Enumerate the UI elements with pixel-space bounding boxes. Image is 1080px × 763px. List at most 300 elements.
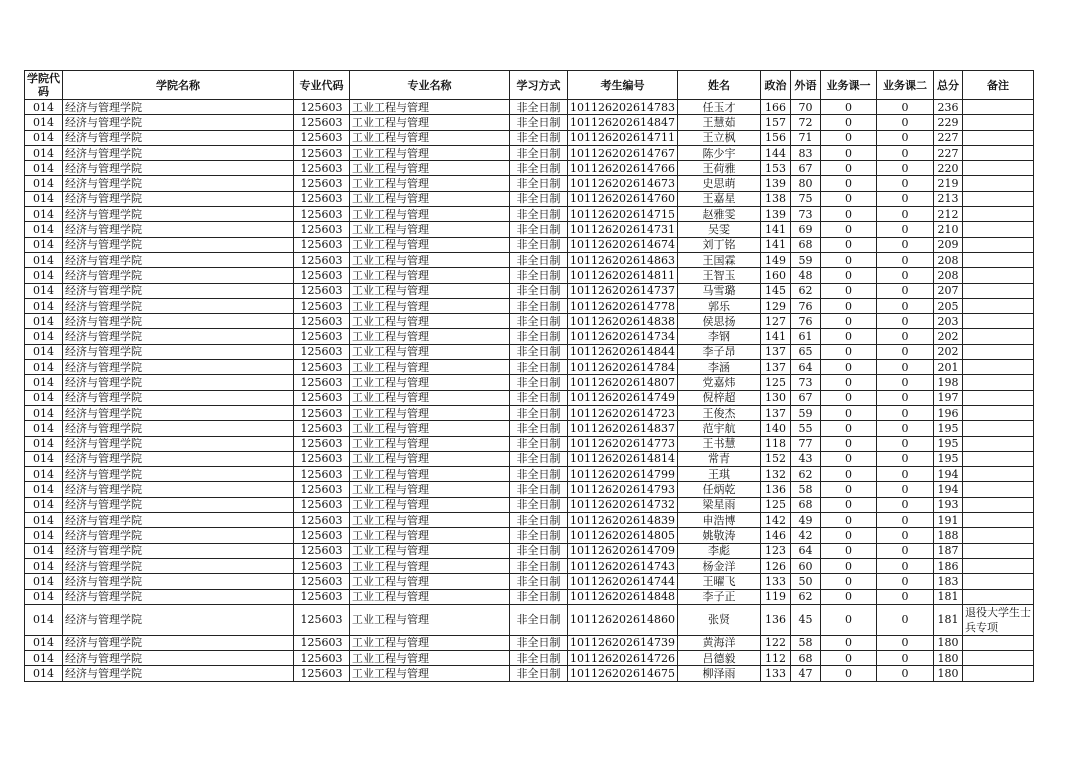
cell-foreign-language: 58: [790, 635, 820, 650]
cell-remarks: [962, 314, 1033, 329]
cell-college-name: 经济与管理学院: [63, 635, 294, 650]
cell-politics: 152: [760, 451, 790, 466]
cell-subject-two: 0: [876, 176, 933, 191]
cell-name: 申浩博: [677, 513, 760, 528]
cell-study-mode: 非全日制: [510, 635, 568, 650]
cell-total: 229: [933, 115, 962, 130]
table-row: [25, 268, 1034, 283]
cell-major-name: 工业工程与管理: [350, 314, 510, 329]
cell-total: 227: [933, 130, 962, 145]
cell-college-code: 014: [25, 298, 63, 313]
cell-subject-one: 0: [820, 666, 876, 681]
cell-major-name: 工业工程与管理: [350, 115, 510, 130]
cell-total: 183: [933, 574, 962, 589]
cell-major-code: 125603: [294, 604, 350, 635]
cell-name: 陈少宇: [677, 145, 760, 160]
cell-name: 王嘉星: [677, 191, 760, 206]
cell-politics: 166: [760, 100, 790, 115]
cell-remarks: [962, 574, 1033, 589]
cell-subject-one: 0: [820, 589, 876, 604]
cell-subject-one: 0: [820, 467, 876, 482]
cell-total: 219: [933, 176, 962, 191]
cell-college-name: 经济与管理学院: [63, 558, 294, 573]
cell-college-name: 经济与管理学院: [63, 375, 294, 390]
cell-politics: 133: [760, 574, 790, 589]
cell-remarks: [962, 375, 1033, 390]
cell-college-name: 经济与管理学院: [63, 283, 294, 298]
cell-subject-one: 0: [820, 130, 876, 145]
cell-name: 梁星雨: [677, 497, 760, 512]
cell-name: 李子昂: [677, 344, 760, 359]
cell-politics: 156: [760, 130, 790, 145]
cell-major-code: 125603: [294, 467, 350, 482]
cell-candidate-id: 101126202614811: [568, 268, 678, 283]
cell-college-code: 014: [25, 635, 63, 650]
cell-college-code: 014: [25, 651, 63, 666]
cell-subject-one: 0: [820, 513, 876, 528]
table-row: [25, 513, 1034, 528]
cell-college-code: 014: [25, 604, 63, 635]
cell-politics: 125: [760, 375, 790, 390]
cell-subject-two: 0: [876, 390, 933, 405]
table-row: [25, 651, 1034, 666]
header-college-name: 学院名称: [63, 71, 294, 100]
cell-name: 倪梓超: [677, 390, 760, 405]
cell-foreign-language: 49: [790, 513, 820, 528]
cell-major-name: 工业工程与管理: [350, 436, 510, 451]
table-row: [25, 161, 1034, 176]
cell-candidate-id: 101126202614860: [568, 604, 678, 635]
cell-politics: 149: [760, 252, 790, 267]
cell-politics: 139: [760, 176, 790, 191]
cell-remarks: [962, 421, 1033, 436]
cell-foreign-language: 80: [790, 176, 820, 191]
cell-politics: 123: [760, 543, 790, 558]
cell-college-name: 经济与管理学院: [63, 115, 294, 130]
cell-candidate-id: 101126202614749: [568, 390, 678, 405]
cell-study-mode: 非全日制: [510, 574, 568, 589]
cell-college-name: 经济与管理学院: [63, 191, 294, 206]
cell-name: 王俊杰: [677, 405, 760, 420]
cell-study-mode: 非全日制: [510, 390, 568, 405]
cell-total: 193: [933, 497, 962, 512]
cell-college-name: 经济与管理学院: [63, 314, 294, 329]
cell-college-name: 经济与管理学院: [63, 252, 294, 267]
cell-politics: 122: [760, 635, 790, 650]
cell-study-mode: 非全日制: [510, 651, 568, 666]
cell-major-code: 125603: [294, 421, 350, 436]
cell-total: 191: [933, 513, 962, 528]
cell-study-mode: 非全日制: [510, 467, 568, 482]
cell-college-code: 014: [25, 100, 63, 115]
cell-remarks: [962, 467, 1033, 482]
cell-college-code: 014: [25, 360, 63, 375]
cell-politics: 137: [760, 360, 790, 375]
cell-name: 吴雯: [677, 222, 760, 237]
cell-foreign-language: 83: [790, 145, 820, 160]
cell-major-code: 125603: [294, 252, 350, 267]
cell-foreign-language: 71: [790, 130, 820, 145]
cell-candidate-id: 101126202614783: [568, 100, 678, 115]
cell-name: 王国霖: [677, 252, 760, 267]
cell-total: 198: [933, 375, 962, 390]
cell-name: 马雪璐: [677, 283, 760, 298]
cell-politics: 145: [760, 283, 790, 298]
cell-major-code: 125603: [294, 130, 350, 145]
cell-college-code: 014: [25, 130, 63, 145]
cell-major-name: 工业工程与管理: [350, 543, 510, 558]
cell-major-code: 125603: [294, 451, 350, 466]
cell-candidate-id: 101126202614673: [568, 176, 678, 191]
cell-college-code: 014: [25, 115, 63, 130]
cell-study-mode: 非全日制: [510, 115, 568, 130]
cell-college-name: 经济与管理学院: [63, 237, 294, 252]
cell-study-mode: 非全日制: [510, 145, 568, 160]
cell-college-code: 014: [25, 390, 63, 405]
cell-name: 李钢: [677, 329, 760, 344]
cell-candidate-id: 101126202614715: [568, 207, 678, 222]
cell-study-mode: 非全日制: [510, 329, 568, 344]
table-row: [25, 467, 1034, 482]
cell-subject-one: 0: [820, 651, 876, 666]
header-subject-two: 业务课二: [876, 71, 933, 100]
cell-major-name: 工业工程与管理: [350, 191, 510, 206]
cell-study-mode: 非全日制: [510, 237, 568, 252]
cell-subject-two: 0: [876, 635, 933, 650]
cell-remarks: [962, 268, 1033, 283]
cell-major-code: 125603: [294, 344, 350, 359]
cell-subject-two: 0: [876, 574, 933, 589]
cell-subject-two: 0: [876, 497, 933, 512]
cell-name: 常青: [677, 451, 760, 466]
table-row: [25, 237, 1034, 252]
cell-foreign-language: 67: [790, 390, 820, 405]
cell-foreign-language: 73: [790, 207, 820, 222]
cell-foreign-language: 62: [790, 283, 820, 298]
cell-college-name: 经济与管理学院: [63, 329, 294, 344]
cell-candidate-id: 101126202614837: [568, 421, 678, 436]
cell-major-name: 工业工程与管理: [350, 130, 510, 145]
cell-major-name: 工业工程与管理: [350, 100, 510, 115]
cell-college-name: 经济与管理学院: [63, 497, 294, 512]
cell-major-code: 125603: [294, 390, 350, 405]
cell-remarks: [962, 405, 1033, 420]
cell-remarks: [962, 589, 1033, 604]
cell-major-code: 125603: [294, 405, 350, 420]
cell-college-name: 经济与管理学院: [63, 145, 294, 160]
cell-candidate-id: 101126202614799: [568, 467, 678, 482]
cell-candidate-id: 101126202614675: [568, 666, 678, 681]
cell-candidate-id: 101126202614739: [568, 635, 678, 650]
cell-study-mode: 非全日制: [510, 375, 568, 390]
cell-name: 赵雅雯: [677, 207, 760, 222]
cell-study-mode: 非全日制: [510, 666, 568, 681]
cell-major-code: 125603: [294, 360, 350, 375]
cell-candidate-id: 101126202614773: [568, 436, 678, 451]
header-candidate-id: 考生编号: [568, 71, 678, 100]
cell-foreign-language: 68: [790, 497, 820, 512]
cell-name: 王智玉: [677, 268, 760, 283]
cell-subject-one: 0: [820, 329, 876, 344]
cell-remarks: [962, 237, 1033, 252]
cell-foreign-language: 65: [790, 344, 820, 359]
cell-total: 197: [933, 390, 962, 405]
cell-foreign-language: 69: [790, 222, 820, 237]
cell-total: 212: [933, 207, 962, 222]
cell-major-code: 125603: [294, 268, 350, 283]
cell-remarks: [962, 115, 1033, 130]
cell-candidate-id: 101126202614767: [568, 145, 678, 160]
cell-college-code: 014: [25, 467, 63, 482]
table-row: [25, 589, 1034, 604]
cell-politics: 137: [760, 405, 790, 420]
cell-college-code: 014: [25, 145, 63, 160]
cell-study-mode: 非全日制: [510, 130, 568, 145]
cell-politics: 139: [760, 207, 790, 222]
cell-college-name: 经济与管理学院: [63, 589, 294, 604]
cell-foreign-language: 48: [790, 268, 820, 283]
cell-major-code: 125603: [294, 115, 350, 130]
cell-major-code: 125603: [294, 513, 350, 528]
cell-total: 194: [933, 482, 962, 497]
cell-foreign-language: 70: [790, 100, 820, 115]
cell-total: 188: [933, 528, 962, 543]
cell-college-code: 014: [25, 589, 63, 604]
cell-subject-one: 0: [820, 421, 876, 436]
cell-college-name: 经济与管理学院: [63, 451, 294, 466]
cell-subject-one: 0: [820, 375, 876, 390]
cell-remarks: [962, 390, 1033, 405]
table-row: [25, 360, 1034, 375]
cell-subject-two: 0: [876, 252, 933, 267]
cell-college-code: 014: [25, 421, 63, 436]
cell-politics: 141: [760, 329, 790, 344]
cell-subject-one: 0: [820, 482, 876, 497]
cell-politics: 138: [760, 191, 790, 206]
cell-college-name: 经济与管理学院: [63, 528, 294, 543]
cell-remarks: [962, 252, 1033, 267]
cell-study-mode: 非全日制: [510, 558, 568, 573]
cell-name: 王琪: [677, 467, 760, 482]
cell-politics: 125: [760, 497, 790, 512]
cell-college-name: 经济与管理学院: [63, 405, 294, 420]
cell-foreign-language: 45: [790, 604, 820, 635]
cell-politics: 119: [760, 589, 790, 604]
header-name: 姓名: [677, 71, 760, 100]
cell-remarks: [962, 543, 1033, 558]
cell-remarks: [962, 191, 1033, 206]
cell-subject-one: 0: [820, 344, 876, 359]
cell-remarks: [962, 497, 1033, 512]
cell-subject-two: 0: [876, 130, 933, 145]
cell-remarks: [962, 651, 1033, 666]
table-row: [25, 666, 1034, 681]
cell-foreign-language: 42: [790, 528, 820, 543]
table-row: [25, 314, 1034, 329]
cell-study-mode: 非全日制: [510, 360, 568, 375]
table-row: [25, 252, 1034, 267]
cell-subject-one: 0: [820, 268, 876, 283]
cell-college-code: 014: [25, 528, 63, 543]
cell-major-code: 125603: [294, 314, 350, 329]
cell-name: 李涵: [677, 360, 760, 375]
cell-subject-two: 0: [876, 344, 933, 359]
cell-remarks: [962, 283, 1033, 298]
cell-major-code: 125603: [294, 145, 350, 160]
cell-major-name: 工业工程与管理: [350, 252, 510, 267]
cell-candidate-id: 101126202614709: [568, 543, 678, 558]
table-row: [25, 207, 1034, 222]
cell-major-name: 工业工程与管理: [350, 161, 510, 176]
cell-study-mode: 非全日制: [510, 589, 568, 604]
cell-remarks: [962, 130, 1033, 145]
cell-study-mode: 非全日制: [510, 528, 568, 543]
cell-study-mode: 非全日制: [510, 421, 568, 436]
cell-college-name: 经济与管理学院: [63, 421, 294, 436]
cell-foreign-language: 76: [790, 298, 820, 313]
cell-study-mode: 非全日制: [510, 604, 568, 635]
cell-total: 202: [933, 329, 962, 344]
cell-remarks: [962, 558, 1033, 573]
cell-candidate-id: 101126202614807: [568, 375, 678, 390]
cell-subject-two: 0: [876, 314, 933, 329]
header-college-code: 学院代码: [25, 71, 63, 100]
cell-subject-two: 0: [876, 558, 933, 573]
cell-politics: 132: [760, 467, 790, 482]
cell-name: 王曜飞: [677, 574, 760, 589]
cell-college-name: 经济与管理学院: [63, 100, 294, 115]
cell-candidate-id: 101126202614723: [568, 405, 678, 420]
cell-major-name: 工业工程与管理: [350, 604, 510, 635]
cell-study-mode: 非全日制: [510, 344, 568, 359]
cell-major-name: 工业工程与管理: [350, 482, 510, 497]
cell-major-name: 工业工程与管理: [350, 467, 510, 482]
cell-foreign-language: 76: [790, 314, 820, 329]
header-major-name: 专业名称: [350, 71, 510, 100]
cell-major-name: 工业工程与管理: [350, 421, 510, 436]
cell-major-name: 工业工程与管理: [350, 268, 510, 283]
cell-college-code: 014: [25, 207, 63, 222]
cell-subject-one: 0: [820, 436, 876, 451]
cell-major-code: 125603: [294, 222, 350, 237]
cell-subject-two: 0: [876, 436, 933, 451]
cell-politics: 130: [760, 390, 790, 405]
cell-college-name: 经济与管理学院: [63, 222, 294, 237]
cell-subject-two: 0: [876, 298, 933, 313]
table-row: [25, 497, 1034, 512]
cell-subject-one: 0: [820, 497, 876, 512]
cell-major-name: 工业工程与管理: [350, 283, 510, 298]
cell-subject-one: 0: [820, 314, 876, 329]
table-row: [25, 635, 1034, 650]
cell-candidate-id: 101126202614805: [568, 528, 678, 543]
cell-subject-one: 0: [820, 207, 876, 222]
cell-candidate-id: 101126202614778: [568, 298, 678, 313]
table-row: [25, 298, 1034, 313]
cell-remarks: [962, 329, 1033, 344]
cell-remarks: 退役大学生士兵专项: [962, 604, 1033, 635]
cell-name: 王书慧: [677, 436, 760, 451]
cell-subject-two: 0: [876, 451, 933, 466]
cell-politics: 112: [760, 651, 790, 666]
table-row: [25, 543, 1034, 558]
cell-major-name: 工业工程与管理: [350, 298, 510, 313]
cell-major-code: 125603: [294, 543, 350, 558]
cell-major-code: 125603: [294, 497, 350, 512]
cell-name: 任玉才: [677, 100, 760, 115]
cell-total: 203: [933, 314, 962, 329]
cell-name: 任炳乾: [677, 482, 760, 497]
cell-college-code: 014: [25, 543, 63, 558]
cell-remarks: [962, 436, 1033, 451]
cell-major-name: 工业工程与管理: [350, 528, 510, 543]
cell-remarks: [962, 513, 1033, 528]
table-row: [25, 222, 1034, 237]
cell-major-name: 工业工程与管理: [350, 589, 510, 604]
cell-college-code: 014: [25, 666, 63, 681]
cell-total: 196: [933, 405, 962, 420]
table-row: [25, 130, 1034, 145]
cell-subject-two: 0: [876, 604, 933, 635]
cell-college-name: 经济与管理学院: [63, 543, 294, 558]
cell-total: 202: [933, 344, 962, 359]
cell-college-code: 014: [25, 436, 63, 451]
cell-subject-one: 0: [820, 100, 876, 115]
cell-subject-two: 0: [876, 207, 933, 222]
cell-college-code: 014: [25, 329, 63, 344]
cell-major-code: 125603: [294, 283, 350, 298]
cell-college-name: 经济与管理学院: [63, 268, 294, 283]
cell-study-mode: 非全日制: [510, 161, 568, 176]
cell-college-code: 014: [25, 574, 63, 589]
cell-name: 王立枫: [677, 130, 760, 145]
cell-foreign-language: 62: [790, 589, 820, 604]
cell-subject-two: 0: [876, 405, 933, 420]
cell-study-mode: 非全日制: [510, 207, 568, 222]
cell-major-code: 125603: [294, 100, 350, 115]
cell-remarks: [962, 635, 1033, 650]
cell-foreign-language: 47: [790, 666, 820, 681]
cell-study-mode: 非全日制: [510, 222, 568, 237]
cell-subject-two: 0: [876, 589, 933, 604]
cell-name: 史思萌: [677, 176, 760, 191]
cell-major-code: 125603: [294, 436, 350, 451]
cell-candidate-id: 101126202614814: [568, 451, 678, 466]
cell-candidate-id: 101126202614784: [568, 360, 678, 375]
cell-college-name: 经济与管理学院: [63, 130, 294, 145]
cell-subject-one: 0: [820, 528, 876, 543]
cell-study-mode: 非全日制: [510, 314, 568, 329]
cell-major-name: 工业工程与管理: [350, 390, 510, 405]
cell-politics: 127: [760, 314, 790, 329]
cell-subject-one: 0: [820, 237, 876, 252]
cell-college-code: 014: [25, 558, 63, 573]
cell-foreign-language: 73: [790, 375, 820, 390]
cell-subject-two: 0: [876, 268, 933, 283]
cell-politics: 146: [760, 528, 790, 543]
cell-foreign-language: 55: [790, 421, 820, 436]
cell-foreign-language: 60: [790, 558, 820, 573]
cell-major-code: 125603: [294, 375, 350, 390]
cell-college-name: 经济与管理学院: [63, 207, 294, 222]
cell-subject-one: 0: [820, 191, 876, 206]
cell-subject-one: 0: [820, 604, 876, 635]
cell-candidate-id: 101126202614863: [568, 252, 678, 267]
header-total: 总分: [933, 71, 962, 100]
header-foreign-language: 外语: [790, 71, 820, 100]
cell-study-mode: 非全日制: [510, 268, 568, 283]
cell-remarks: [962, 344, 1033, 359]
